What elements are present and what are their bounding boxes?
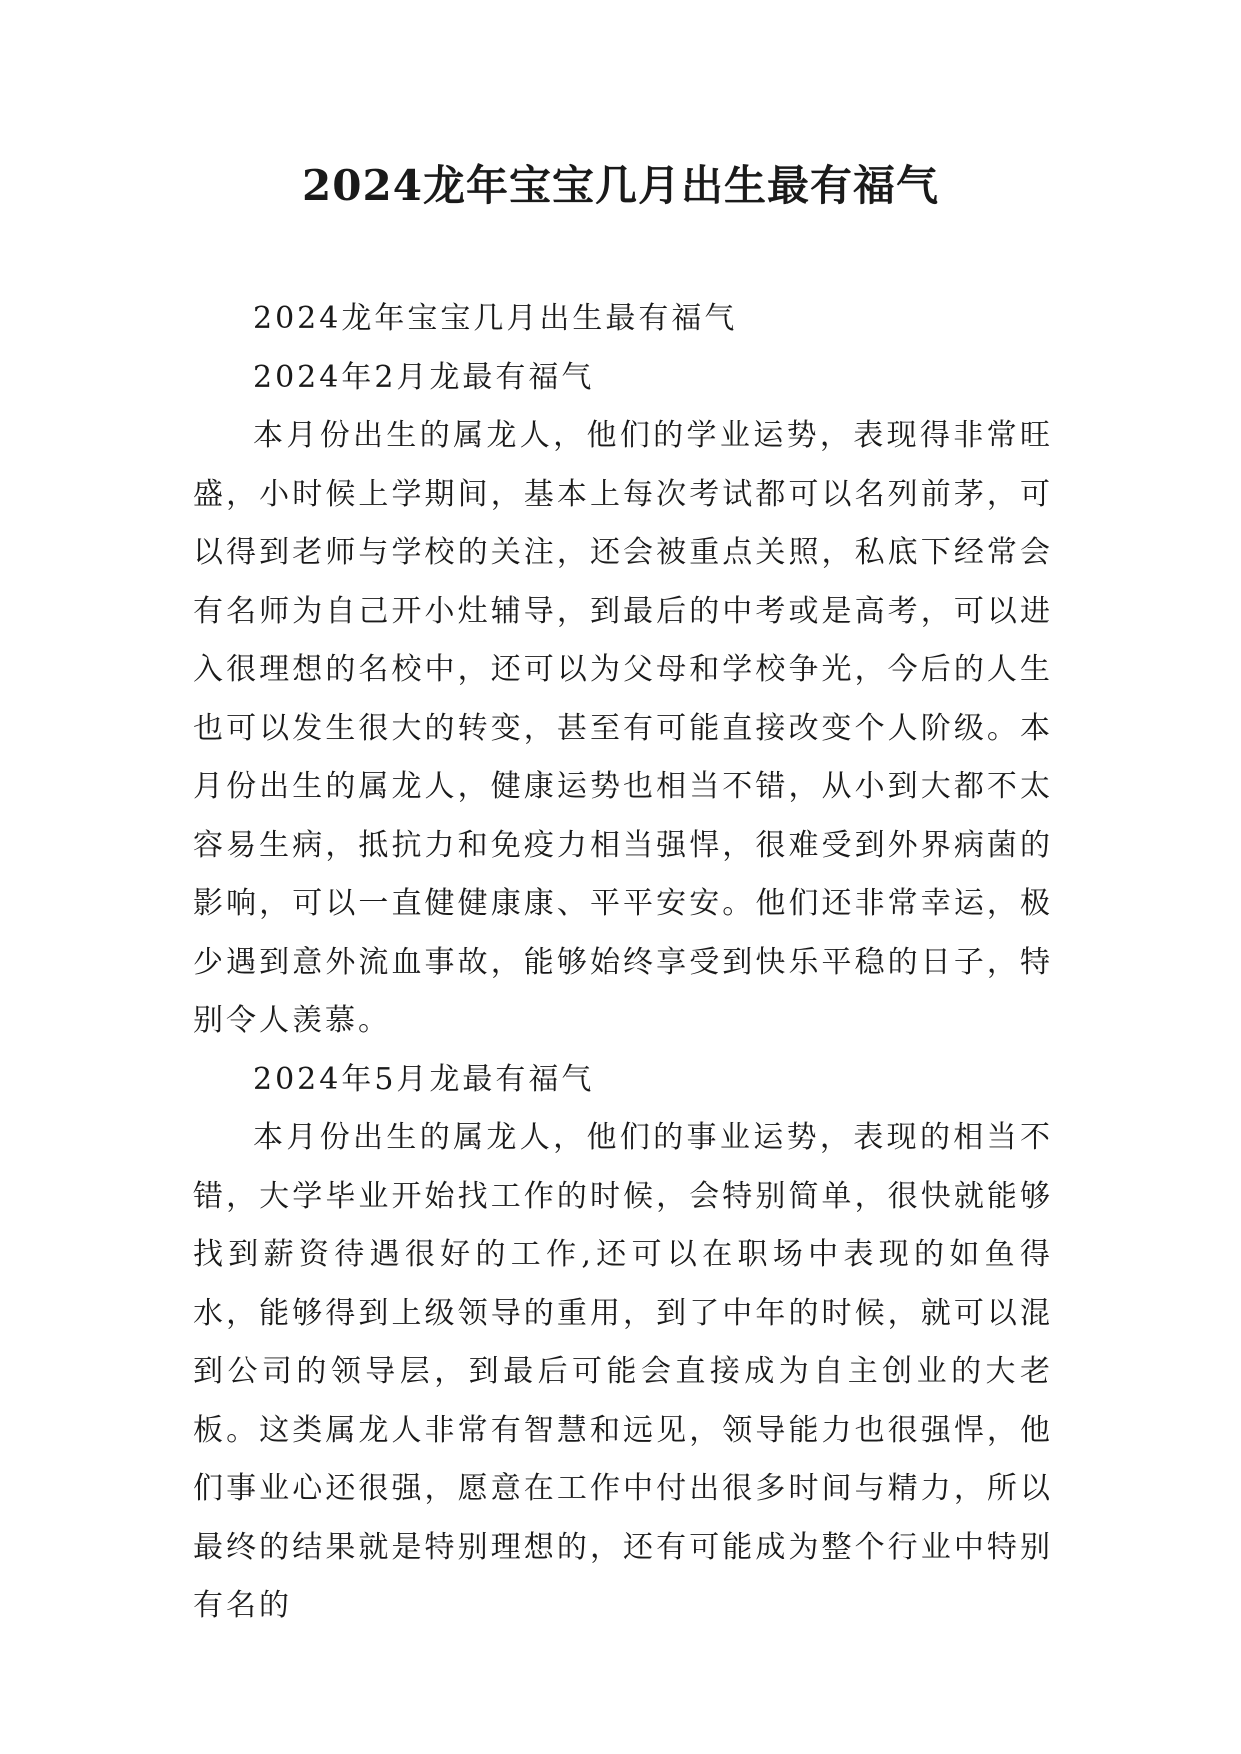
paragraph-may-body: 本月份出生的属龙人，他们的事业运势，表现的相当不错，大学毕业开始找工作的时候，会特别简单，很快就能够找到薪资待遇很好的工作,还可以在职场中表现的如鱼得水，能够得到上级领导的重用，到了中年的时候，就可以混到公司的领导层，到最后可能会直接成为自主创业的大老板。这类属龙人非常有智慧和远见，领导能力也很强悍，他们事业心还很强，愿意在工作中付出很多时间与精力，所以最终的结果就是特别理想的，还有可能成为整个行业中特别有名的: [193, 1120, 1053, 1623]
document-title: 2024龙年宝宝几月出生最有福气: [302, 161, 939, 210]
paragraph-heading-may: 2024年5月龙最有福气: [253, 1061, 595, 1097]
paragraph-heading-february: 2024年2月龙最有福气: [253, 359, 595, 395]
paragraph-subtitle: 2024龙年宝宝几月出生最有福气: [253, 301, 738, 336]
document-body: [193, 290, 1053, 1636]
paragraph-february-body: 本月份出生的属龙人，他们的学业运势，表现得非常旺盛，小时候上学期间，基本上每次考试都可以名列前茅，可以得到老师与学校的关注，还会被重点关照，私底下经常会有名师为自己开小灶辅导，到最后的中考或是高考，可以进入很理想的名校中，还可以为父母和学校争光，今后的人生也可以发生很大的转变，甚至有可能直接改变个人阶级。本月份出生的属龙人，健康运势也相当不错，从小到大都不太容易生病，抵抗力和免疫力相当强悍，很难受到外界病菌的影响，可以一直健健康康、平平安安。他们还非常幸运，极少遇到意外流血事故，能够始终享受到快乐平稳的日子，特别令人羡慕。: [193, 418, 1053, 1038]
